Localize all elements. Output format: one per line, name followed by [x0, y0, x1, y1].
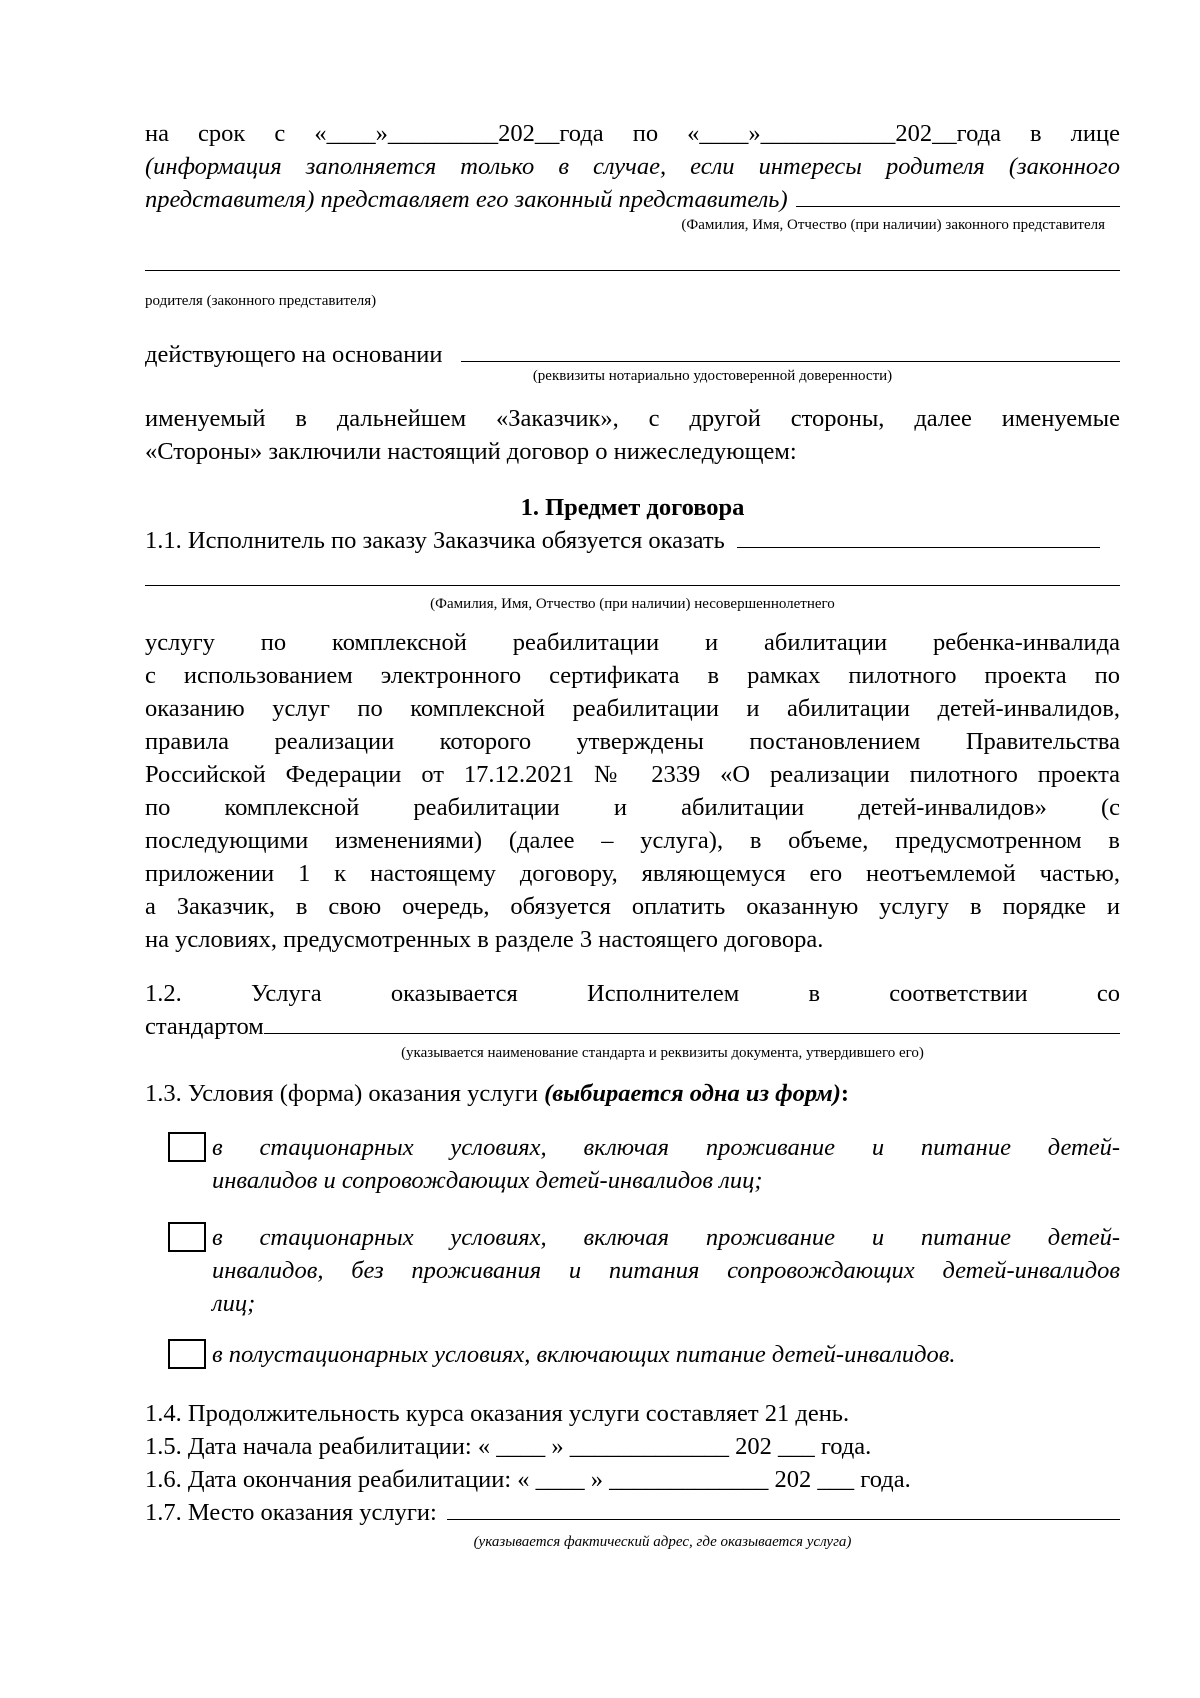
italic-note-line-2: представителя) представляет его законный представитель): [145, 186, 788, 213]
named-line-1: именуемый в дальнейшем «Заказчик», с другой стороны, далее именуемые: [145, 405, 1120, 432]
caption-standard: (указывается наименование стандарта и реквизиты документа, утвердившего его): [401, 1045, 924, 1061]
rep-name-line-2[interactable]: [145, 270, 1120, 271]
option-semi-stationary[interactable]: [168, 1338, 1120, 1371]
clause-1-3-note: (выбирается одна из форм): [544, 1080, 841, 1107]
option-3-line-1: в полустационарных условиях, включающих питание детей-инвалидов.: [212, 1341, 956, 1368]
c11-line: приложении 1 к настоящему договору, являющемуся его неотъемлемой частью,: [145, 860, 1120, 887]
option-stationary-without-companions[interactable]: [168, 1221, 1120, 1320]
caption-power: (реквизиты нотариально удостоверенной доверенности): [532, 368, 893, 384]
option-2-line-1: в стационарных условиях, включая проживание и питание детей-: [212, 1224, 1120, 1251]
c11-line: на условиях, предусмотренных в разделе 3 настоящего договора.: [145, 926, 824, 953]
term-line-block: [145, 117, 1120, 150]
c11-line: Российской Федерации от 17.12.2021 № 2339 «О реализации пилотного проекта: [145, 761, 1120, 788]
rep-name-underline[interactable]: [796, 206, 1120, 207]
caption-power-block: [145, 367, 1120, 385]
checkbox-stationary-with-companions[interactable]: [168, 1132, 206, 1162]
caption-place: (указывается фактический адрес, где оказывается услуга): [473, 1534, 852, 1550]
caption-rep-2: родителя (законного представителя): [145, 293, 377, 309]
caption-minor-block: [145, 595, 1120, 613]
clause-1-2-label: стандартом: [145, 1013, 264, 1040]
clause-1-6: 1.6. Дата окончания реабилитации: « ____ » _____________ 202 ___ года.: [145, 1466, 911, 1493]
c11-line: с использованием электронного сертификата в рамках пилотного проекта по: [145, 662, 1120, 689]
caption-place-block: [145, 1533, 1120, 1551]
italic-note-row-2: [145, 183, 1120, 216]
checkbox-semi-stationary[interactable]: [168, 1339, 206, 1369]
c11-line: по комплексной реабилитации и абилитации детей-инвалидов» (с: [145, 794, 1120, 821]
clauses-1-4-to-1-7: [145, 1397, 1120, 1529]
clause-1-2-block: [145, 977, 1120, 1043]
service-place-underline[interactable]: [447, 1519, 1120, 1520]
clause-1-2-line-1: 1.2. Услуга оказывается Исполнителем в соответствии со: [145, 980, 1120, 1007]
caption-minor: (Фамилия, Имя, Отчество (при наличии) несовершеннолетнего: [430, 596, 835, 612]
c11-line: последующими изменениями) (далее – услуга), в объеме, предусмотренном в: [145, 827, 1120, 854]
clause-1-1-body: [145, 626, 1120, 956]
c11-line: а Заказчик, в свою очередь, обязуется оплатить оказанную услугу в порядке и: [145, 893, 1120, 920]
c11-line: правила реализации которого утверждены постановлением Правительства: [145, 728, 1120, 755]
clause-1-3-colon: :: [840, 1080, 850, 1107]
term-line: на срок с «____»_________202__года по «____»___________202__года в лице: [145, 120, 1120, 147]
c11-line: услугу по комплексной реабилитации и абилитации ребенка-инвалида: [145, 629, 1120, 656]
italic-note-block: [145, 150, 1120, 216]
clause-1-1-text: 1.1. Исполнитель по заказу Заказчика обязуется оказать: [145, 527, 725, 554]
option-1-line-1: в стационарных условиях, включая проживание и питание детей-: [212, 1134, 1120, 1161]
caption-rep-1-block: [145, 216, 1105, 234]
clause-1-5: 1.5. Дата начала реабилитации: « ____ » _____________ 202 ___ года.: [145, 1433, 872, 1460]
service-underline[interactable]: [737, 547, 1100, 548]
section-1-heading: 1. Предмет договора: [520, 494, 745, 521]
clause-1-3-block: [145, 1077, 1120, 1110]
acting-label: действующего на основании: [145, 341, 443, 368]
caption-rep-2-block: [145, 292, 1120, 310]
named-parties-block: [145, 402, 1120, 468]
option-stationary-with-companions[interactable]: [168, 1131, 1120, 1197]
c11-line: оказанию услуг по комплексной реабилитации и абилитации детей-инвалидов,: [145, 695, 1120, 722]
clause-1-7-label: 1.7. Место оказания услуги:: [145, 1499, 437, 1526]
checkbox-stationary-without-companions[interactable]: [168, 1222, 206, 1252]
section-1-heading-block: [145, 491, 1120, 524]
clause-1-3-label: 1.3. Условия (форма) оказания услуги: [145, 1080, 538, 1107]
caption-standard-block: [145, 1044, 1120, 1062]
option-2-line-3: лиц;: [212, 1290, 256, 1317]
caption-rep-1: (Фамилия, Имя, Отчество (при наличии) законного представителя: [681, 217, 1105, 233]
clause-1-4: 1.4. Продолжительность курса оказания услуги составляет 21 день.: [145, 1400, 850, 1427]
clause-1-1-row: [145, 524, 1120, 557]
standard-underline[interactable]: [264, 1033, 1120, 1034]
power-of-attorney-underline[interactable]: [461, 361, 1120, 362]
named-line-2: «Стороны» заключили настоящий договор о нижеследующем:: [145, 438, 797, 465]
option-1-line-2: инвалидов и сопровождающих детей-инвалидов лиц;: [212, 1167, 763, 1194]
italic-note-line-1: (информация заполняется только в случае, если интересы родителя (законного: [145, 153, 1120, 180]
option-2-line-2: инвалидов, без проживания и питания сопровождающих детей-инвалидов: [212, 1257, 1120, 1284]
minor-name-line[interactable]: [145, 585, 1120, 586]
